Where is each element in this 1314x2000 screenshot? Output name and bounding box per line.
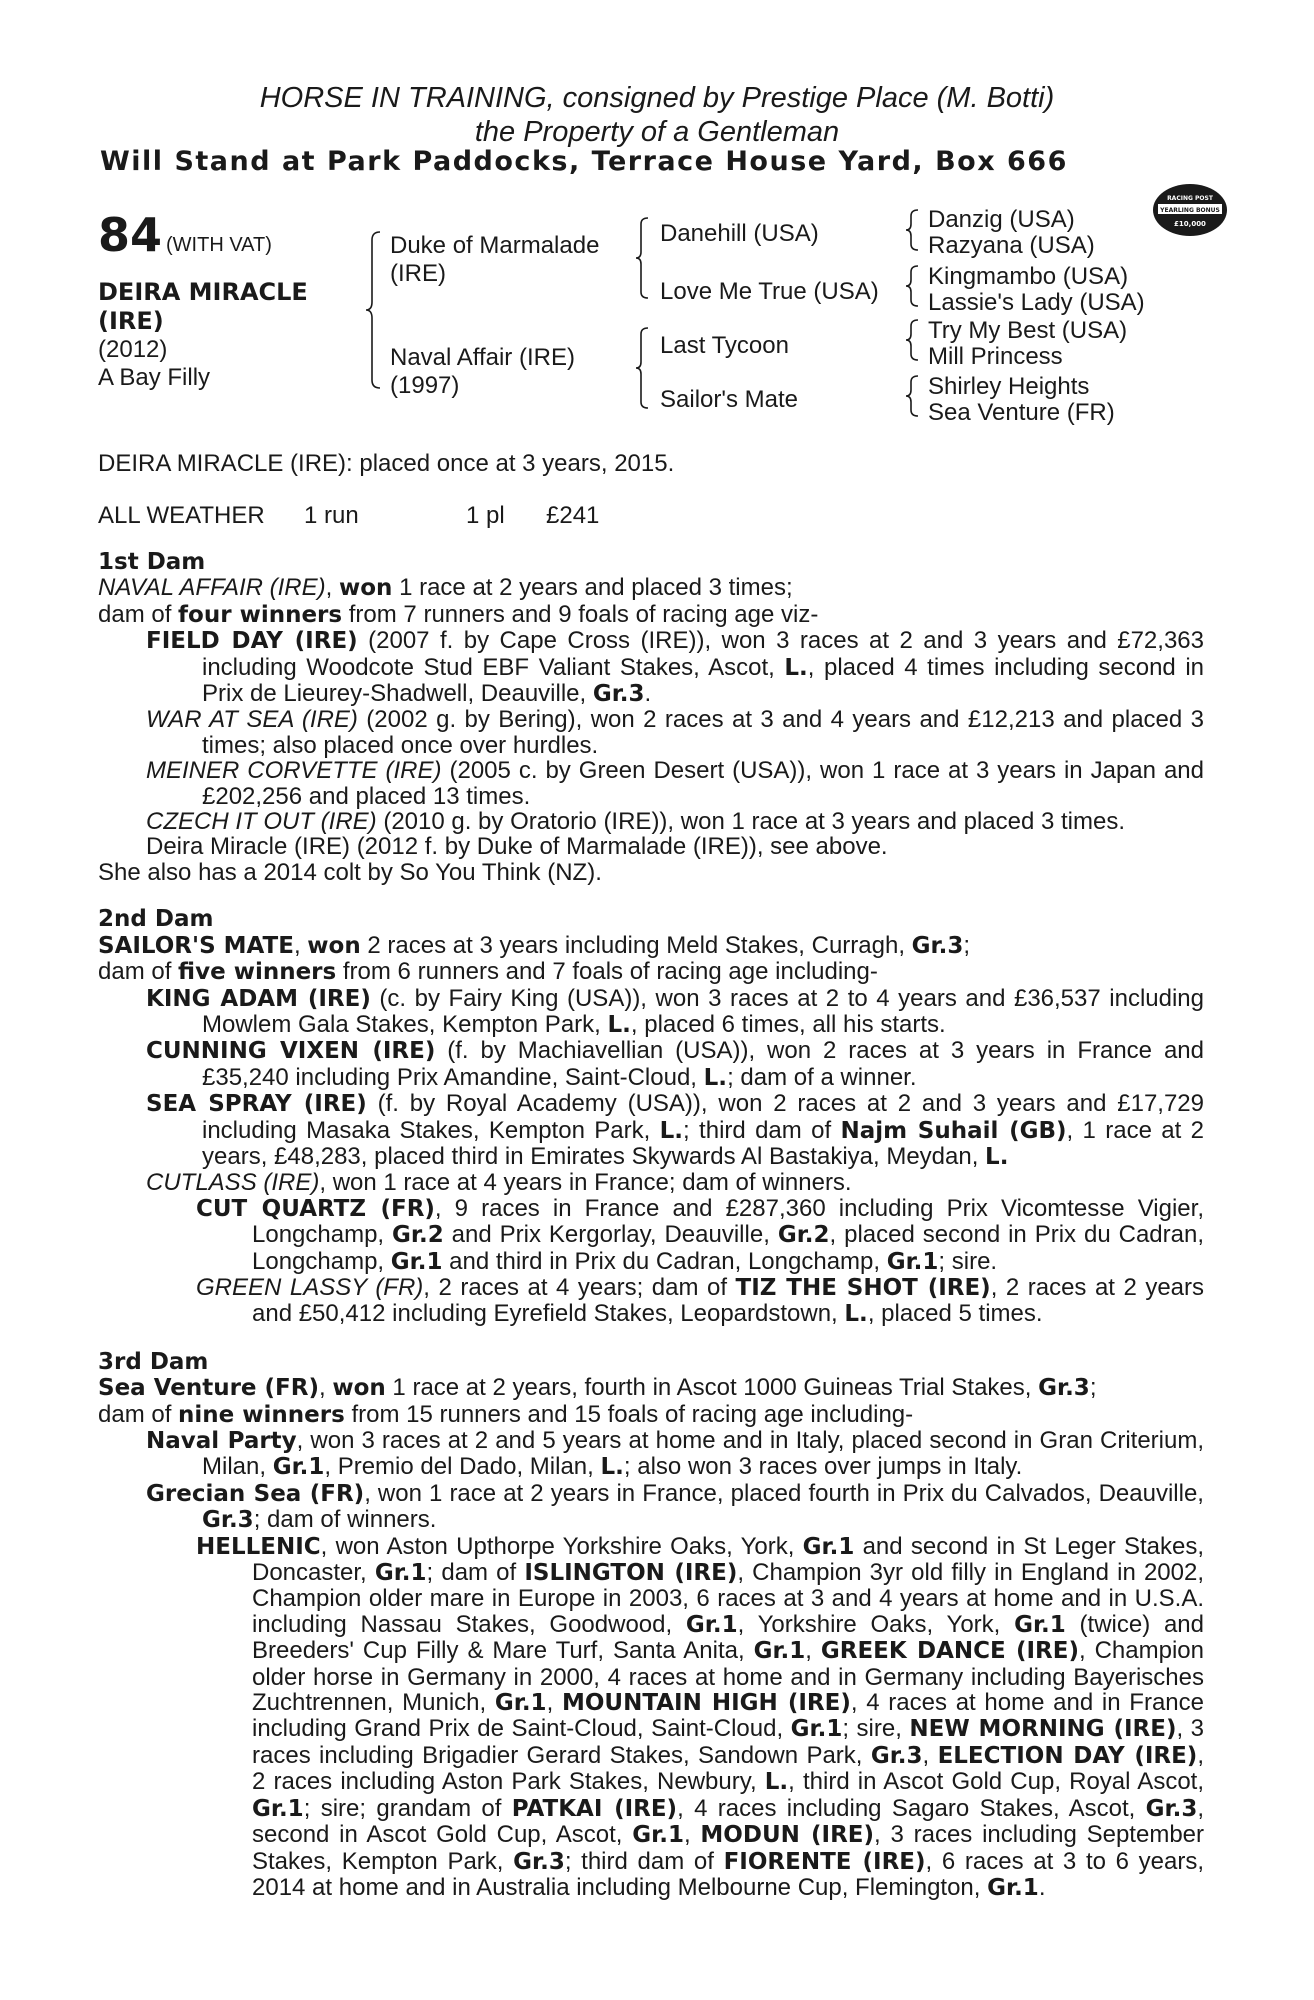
- race-placed: 1 pl: [466, 502, 505, 529]
- race-runs: 1 run: [304, 502, 359, 529]
- offspring-cutlass: CUTLASS (IRE), won 1 race at 4 years in France; dam of winners.: [146, 1169, 852, 1197]
- horse-name: [98, 278, 338, 336]
- sire-name: Duke of Marmalade (IRE): [390, 232, 600, 287]
- vat-note: (WITH VAT): [166, 234, 272, 256]
- second-dam-heading: 2nd Dam: [98, 906, 214, 933]
- consignor-line: HORSE IN TRAINING, consigned by Prestige Place (M. Botti): [259, 82, 1055, 114]
- horse-name-line1: DEIRA MIRACLE: [98, 278, 308, 306]
- first-dam-produce-line: dam of four winners from 7 runners and 9 foals of racing age viz-: [98, 600, 819, 628]
- racing-summary: DEIRA MIRACLE (IRE): placed once at 3 years, 2015.: [98, 450, 675, 477]
- pedigree-bracket-ds: [906, 318, 920, 362]
- badge-line2: YEARLING BONUS: [1160, 207, 1220, 214]
- stabling-line: Will Stand at Park Paddocks, Terrace House Yard, Box 666: [100, 146, 1068, 177]
- yearling-bonus-badge-icon: [1152, 180, 1228, 240]
- lot-number: 84: [98, 208, 163, 262]
- pedigree-bracket-dam: [636, 326, 650, 410]
- pedigree-bracket-sire: [636, 216, 650, 300]
- pedigree-bracket-dd: [906, 374, 920, 418]
- ped-sds: Kingmambo (USA): [928, 263, 1129, 290]
- offspring-field-day: FIELD DAY (IRE) (2007 f. by Cape Cross (IRE)), won 3 races at 2 and 3 years and £72,363 including Woodcote Stud EBF Valiant Stakes, Ascot, L., placed 4 times including second in Prix de Lieurey-Shadwell, Deauville, Gr.3.: [146, 627, 1204, 708]
- sire-dam: Love Me True (USA): [660, 278, 879, 305]
- ped-dds: Shirley Heights: [928, 373, 1090, 400]
- foaling-year: (2012): [98, 336, 168, 363]
- ped-dss: Try My Best (USA): [928, 317, 1128, 344]
- grand-offspring-green-lassy: GREEN LASSY (FR), 2 races at 4 years; dam of TIZ THE SHOT (IRE), 2 races at 2 years and £50,412 including Eyrefield Stakes, Leopardstown, L., placed 5 times.: [196, 1273, 1205, 1328]
- ped-ddd: Sea Venture (FR): [928, 399, 1115, 426]
- second-dam-line: SAILOR'S MATE, won 2 races at 3 years including Meld Stakes, Curragh, Gr.3;: [98, 931, 971, 959]
- offspring-cunning-vixen: CUNNING VIXEN (IRE) (f. by Machiavellian (USA)), won 2 races at 3 years in France and £35,240 including Prix Amandine, Saint-Cloud, L.; dam of a winner.: [146, 1037, 1204, 1091]
- lot-info: [98, 210, 338, 392]
- grand-offspring-hellenic: HELLENIC, won Aston Upthorpe Yorkshire Oaks, York, Gr.1 and second in St Leger Stakes, Doncaster, Gr.1; dam of ISLINGTON (IRE), Champion 3yr old filly in England in 2002, Champion older mare in Europe in 2003, 6 races at 3 and 4 years at home and in U.S.A. including Nassau Stakes, Goodwood, Gr.1, Yorkshire Oaks, York, Gr.1 (twice) and Breeders' Cup Filly & Mare Turf, Santa Anita, Gr.1, GREEK DANCE (IRE), Champion older horse in Germany in 2000, 4 races at home and in Germany including Bayerisches Zuchtrennen, Munich, Gr.1, MOUNTAIN HIGH (IRE), 4 races at home and in France including Grand Prix de Saint-Cloud, Saint-Cloud, Gr.1; sire, NEW MORNING (IRE), 3 races including Brigadier Gerard Stakes, Sandown Park, Gr.3, ELECTION DAY (IRE), 2 races including Aston Park Stakes, Newbury, L., third in Ascot Gold Cup, Royal Ascot, Gr.1; sire; grandam of PATKAI (IRE), 4 races including Sagaro Stakes, Ascot, Gr.3, second in Ascot Gold Cup, Ascot, Gr.1, MODUN (IRE), 3 races including September Stakes, Kempton Park, Gr.3; third dam of FIORENTE (IRE), 6 races at 3 to 6 years, 2014 at home and in Australia including Melbourne Cup, Flemington, Gr.1.: [196, 1532, 1205, 1901]
- horse-description: A Bay Filly: [98, 364, 211, 391]
- grand-offspring-cut-quartz: CUT QUARTZ (FR), 9 races in France and £287,360 including Prix Vicomtesse Vigier, Longchamp, Gr.2 and Prix Kergorlay, Deauville, Gr.2, placed second in Prix du Cadran, Longchamp, Gr.1 and third in Prix du Cadran, Longchamp, Gr.1; sire.: [196, 1194, 1205, 1275]
- ped-dsd: Mill Princess: [928, 343, 1063, 370]
- first-dam-heading: 1st Dam: [98, 549, 206, 575]
- pedigree-bracket-ss: [906, 208, 920, 252]
- offspring-2014-colt: She also has a 2014 colt by So You Think (NZ).: [98, 858, 602, 886]
- lot-number-row: [98, 210, 338, 270]
- sire-sire: Danehill (USA): [660, 220, 819, 247]
- offspring-deira-miracle: Deira Miracle (IRE) (2012 f. by Duke of Marmalade (IRE)), see above.: [146, 833, 888, 861]
- third-dam-produce-line: dam of nine winners from 15 runners and 15 foals of racing age including-: [98, 1400, 914, 1428]
- first-dam-line: NAVAL AFFAIR (IRE), won 1 race at 2 years and placed 3 times;: [98, 574, 793, 602]
- badge-line1: RACING POST: [1167, 195, 1213, 202]
- dam-name: Naval Affair (IRE) (1997): [390, 344, 575, 399]
- race-earnings: £241: [546, 502, 600, 529]
- third-dam-heading: 3rd Dam: [98, 1348, 209, 1375]
- dam-dam: Sailor's Mate: [660, 386, 798, 413]
- ped-ssd: Razyana (USA): [928, 232, 1095, 259]
- offspring-king-adam: KING ADAM (IRE) (c. by Fairy King (USA)), won 3 races at 2 to 4 years and £36,537 including Mowlem Gala Stakes, Kempton Park, L., placed 6 times, all his starts.: [146, 984, 1205, 1038]
- offspring-czech-it-out: CZECH IT OUT (IRE) (2010 g. by Oratorio (IRE)), won 1 race at 3 years and placed 3 times.: [146, 808, 1126, 836]
- pedigree-bracket-sd: [906, 264, 920, 308]
- pedigree-notes: [98, 550, 1204, 1901]
- badge-line3: £10,000: [1174, 220, 1206, 228]
- race-record: [98, 502, 599, 530]
- horse-name-line2: (IRE): [98, 307, 164, 335]
- race-surface: ALL WEATHER: [98, 502, 265, 529]
- offspring-grecian-sea: Grecian Sea (FR), won 1 race at 2 years in France, placed fourth in Prix du Calvados, Deauville, Gr.3; dam of winners.: [146, 1479, 1204, 1534]
- offspring-war-at-sea: WAR AT SEA (IRE) (2002 g. by Bering), won 2 races at 3 and 4 years and £12,213 and placed 3 times; also placed once over hurdles.: [146, 706, 1204, 759]
- third-dam-line: Sea Venture (FR), won 1 race at 2 years, fourth in Ascot 1000 Guineas Trial Stakes, Gr.3;: [98, 1374, 1097, 1402]
- ped-sss: Danzig (USA): [928, 206, 1075, 233]
- offspring-meiner-corvette: MEINER CORVETTE (IRE) (2005 c. by Green Desert (USA)), won 1 race at 3 years in Japan and £202,256 and placed 13 times.: [146, 757, 1204, 810]
- pedigree-bracket-gen1: [366, 230, 382, 390]
- second-dam-produce-line: dam of five winners from 6 runners and 7 foals of racing age including-: [98, 958, 878, 986]
- dam-sire: Last Tycoon: [660, 332, 789, 359]
- offspring-naval-party: Naval Party, won 3 races at 2 and 5 years at home and in Italy, placed second in Gran Criterium, Milan, Gr.1, Premio del Dado, Milan, L.; also won 3 races over jumps in Italy.: [146, 1427, 1204, 1481]
- offspring-sea-spray: SEA SPRAY (IRE) (f. by Royal Academy (USA)), won 2 races at 2 and 3 years and £17,729 including Masaka Stakes, Kempton Park, L.; third dam of Najm Suhail (GB), 1 race at 2 years, £48,283, placed third in Emirates Skywards Al Bastakiya, Meydan, L.: [146, 1090, 1204, 1170]
- property-line: the Property of a Gentleman: [474, 116, 840, 148]
- ped-sdd: Lassie's Lady (USA): [928, 289, 1145, 316]
